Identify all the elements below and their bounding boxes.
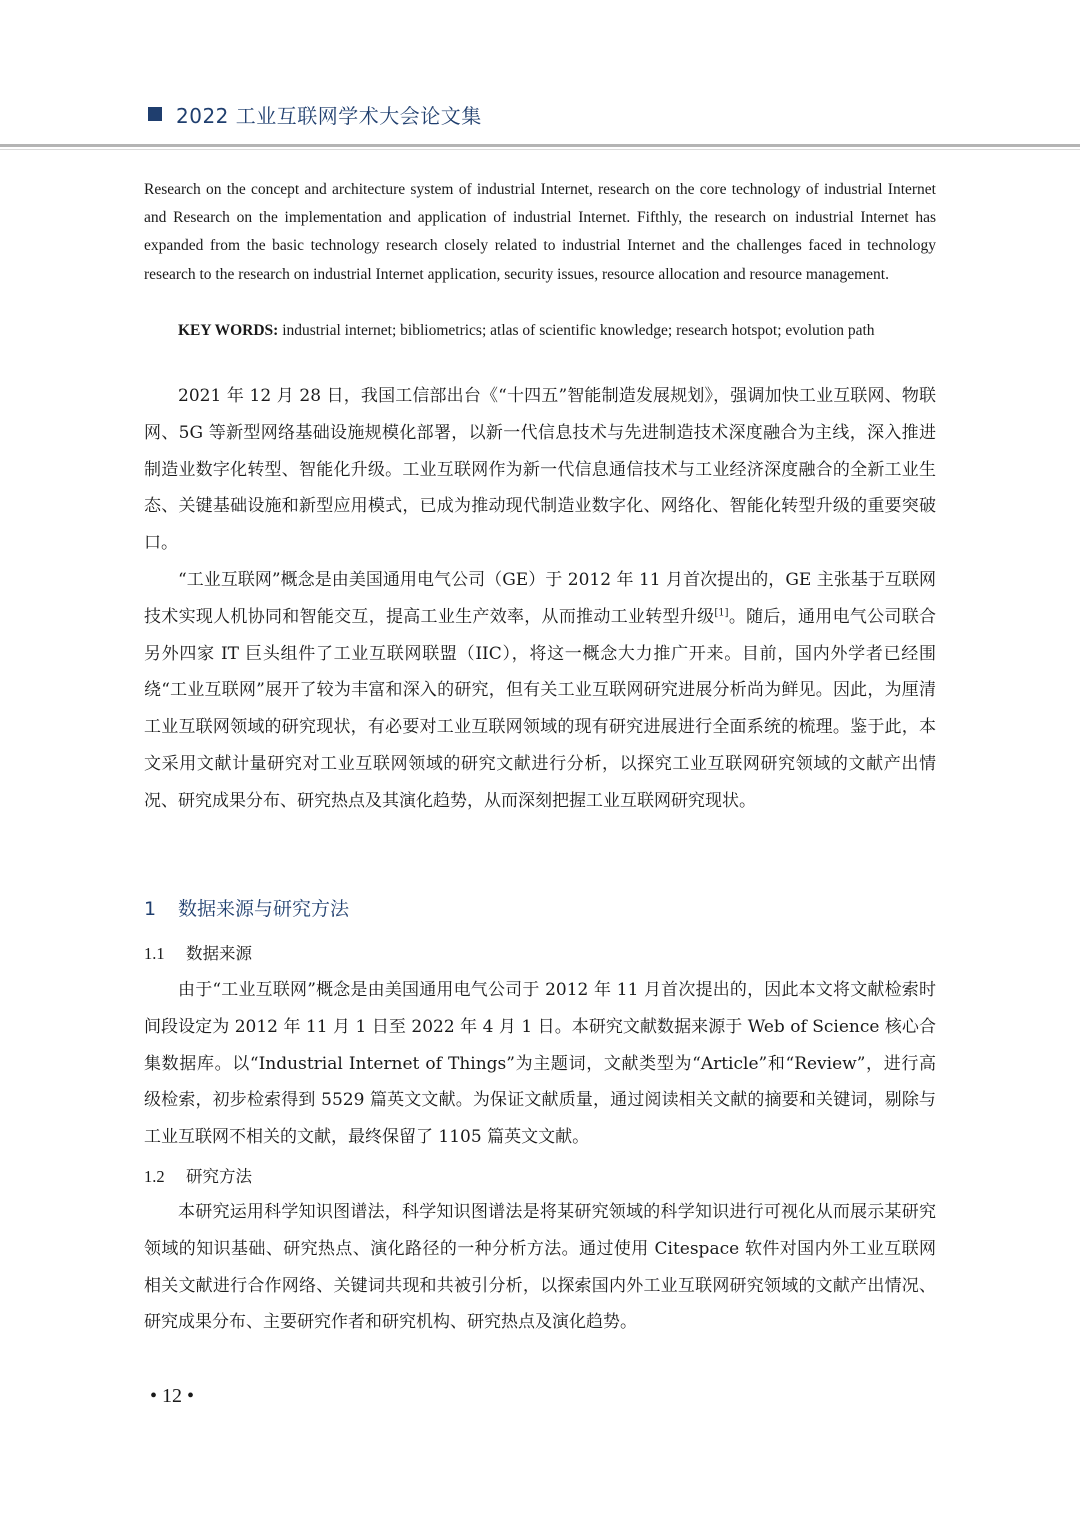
section-1-title: 数据来源与研究方法 bbox=[178, 898, 350, 920]
section-1-1-title: 数据来源 bbox=[186, 944, 252, 963]
running-header bbox=[148, 98, 482, 130]
intro-paragraph-2 bbox=[144, 562, 936, 820]
section-1-1-heading bbox=[144, 940, 252, 964]
intro-paragraph-1: 2021 年 12 月 28 日，我国工信部出台《“十四五”智能制造发展规划》，强调加快工业互联网、物联网、5G 等新型网络基础设施规模化部署，以新一代信息技术与先进制造技术深度融合为主线，深入推进制造业数字化转型、智能化升级。工业互联网作为新一代信息通信技术与工业经济深度融合的全新工业生态、关键基础设施和新型应用模式，已成为推动现代制造业数字化、网络化、智能化转型升级的重要突破口。 bbox=[144, 386, 936, 554]
section-1-2-title: 研究方法 bbox=[186, 1167, 252, 1186]
keywords bbox=[178, 317, 938, 345]
header-square-icon bbox=[148, 107, 162, 121]
intro-paragraph-2-part-a: “工业互联网”概念是由美国通用电气公司（GE）于 2012 年 11 月首次提出的，GE 主张基于互联网技术实现人机协同和智能交互，提高工业生产效率，从而推动工业转型升级 bbox=[144, 570, 936, 627]
section-1-2-number: 1.2 bbox=[144, 1167, 165, 1186]
keywords-label: KEY WORDS: bbox=[178, 322, 279, 339]
section-1-heading bbox=[144, 894, 349, 921]
header-title: 2022 工业互联网学术大会论文集 bbox=[176, 103, 482, 128]
keywords-text: industrial internet; bibliometrics; atlas of scientific knowledge; research hotspot; evolution path bbox=[278, 322, 875, 339]
english-abstract: Research on the concept and architecture system of industrial Internet, research on the core technology of industrial Internet and Research on the implementation and application of industrial Internet. Fifthly, the research on industrial Internet has expanded from the basic technology research closely related to industrial Internet and the challenges faced in technology research to the research on industrial Internet application, security issues, resource allocation and resource management. bbox=[144, 181, 936, 283]
header-rule bbox=[0, 144, 1080, 147]
section-1-2-paragraph: 本研究运用科学知识图谱法，科学知识图谱法是将某研究领域的科学知识进行可视化从而展示某研究领域的知识基础、研究热点、演化路径的一种分析方法。通过使用 Citespace 软件对国内外工业互联网相关文献进行合作网络、关键词共现和共被引分析，以探索国内外工业互联网研究领域的文献产出情况、研究成果分布、主要研究作者和研究机构、研究热点及演化趋势。 bbox=[144, 1202, 936, 1333]
section-1-2-heading bbox=[144, 1163, 252, 1187]
intro-paragraph-2-part-b: 。随后，通用电气公司联合另外四家 IT 巨头组件了工业互联网联盟（IIC），将这一概念大力推广开来。目前，国内外学者已经围绕“工业互联网”展开了较为丰富和深入的研究，但有关工业互联网研究进展分析尚为鲜见。因此，为厘清工业互联网领域的研究现状，有必要对工业互联网领域的现有研究进展进行全面系统的梳理。鉴于此，本文采用文献计量研究对工业互联网领域的研究文献进行分析，以探究工业互联网研究领域的文献产出情况、研究成果分布、研究热点及其演化趋势，从而深刻把握工业互联网研究现状。 bbox=[144, 606, 936, 811]
page-number: • 12 • bbox=[150, 1385, 195, 1407]
section-1-1-paragraph: 由于“工业互联网”概念是由美国通用电气公司于 2012 年 11 月首次提出的，因此本文将文献检索时间段设定为 2012 年 11 月 1 日至 2022 年 4 月 1 日。本研究文献数据来源于 Web of Science 核心合集数据库。以“Industrial Internet of Things”为主题词，文献类型为“Article”和“Review”，进行高级检索，初步检索得到 5529 篇英文文献。为保证文献质量，通过阅读相关文献的摘要和关键词，剔除与工业互联网不相关的文献，最终保留了 1105 篇英文文献。 bbox=[144, 980, 936, 1148]
section-1-number: 1 bbox=[144, 898, 157, 920]
header-rule-thin bbox=[0, 149, 1080, 150]
citation-ref-1[interactable]: [1] bbox=[714, 607, 729, 619]
section-1-1-number: 1.1 bbox=[144, 944, 165, 963]
